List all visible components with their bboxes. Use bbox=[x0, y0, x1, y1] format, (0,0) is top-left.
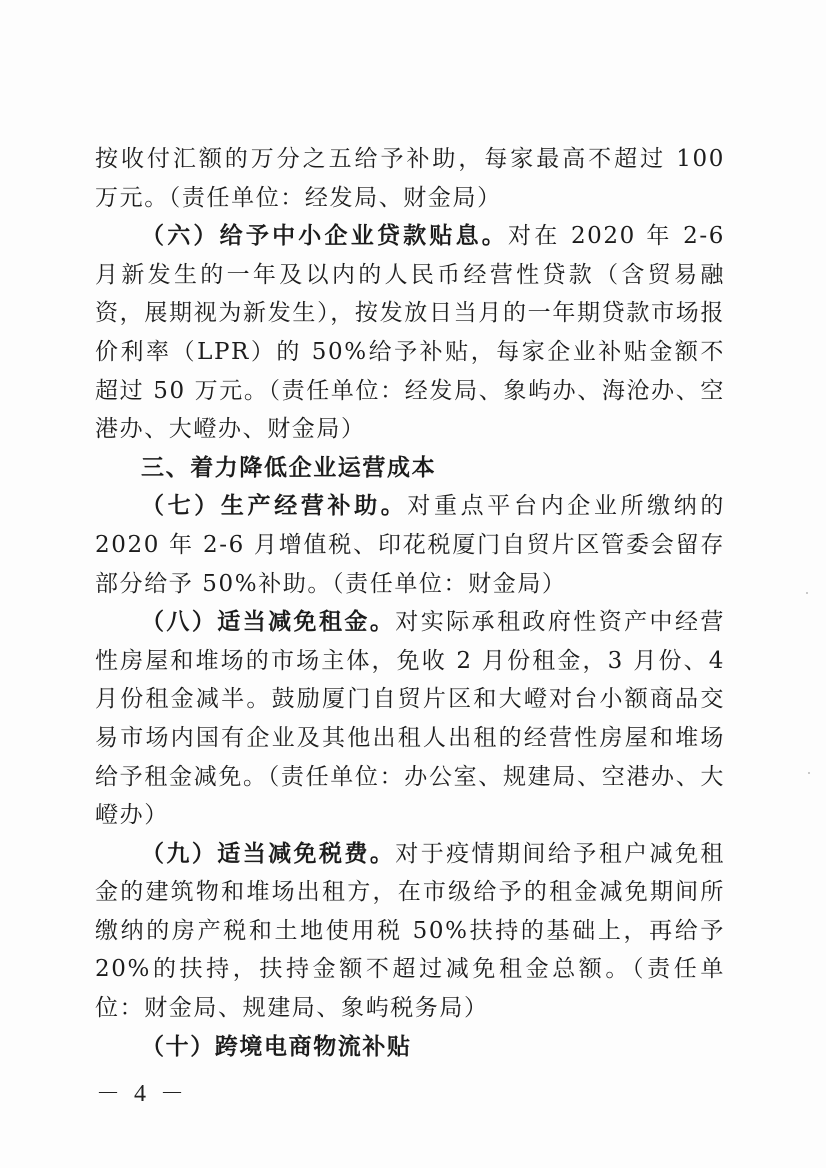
body-paragraph bbox=[95, 835, 725, 1028]
paragraph-text: 对实际承租政府性资产中经营性房屋和堆场的市场主体，免收 2 月份租金，3 月份、4 月份租金减半。鼓励厦门自贸片区和大嶝对台小额商品交易市场内国有企业及其他出租人出租的经营性房屋和堆场给予租金减免。（责任单位：办公室、规建局、空港办、大嶝办） bbox=[95, 609, 726, 829]
item-title: （七）生产经营补助。 bbox=[141, 492, 408, 520]
paragraph-text: 对重点平台内企业所缴纳的 2020 年 2-6 月增值税、印花税厦门自贸片区管委会留存部分给予 50%补助。（责任单位：财金局） bbox=[95, 493, 726, 597]
page-number: － 4 － bbox=[96, 1081, 188, 1107]
section-heading-text: 三、着力降低企业运营成本 bbox=[141, 454, 437, 481]
item-title: （十）跨境电商物流补贴 bbox=[141, 1032, 412, 1060]
body-paragraph bbox=[95, 1028, 725, 1067]
scan-speck bbox=[806, 592, 808, 594]
paragraph-text: 对于疫情期间给予租户减免租金的建筑物和堆场出租方，在市级给予的租金减免期间所缴纳的房产税和土地使用税 50%扶持的基础上，再给予 20%的扶持，扶持金额不超过减免租金总额。（责任单位：财金局、规建局、象屿税务局） bbox=[95, 840, 726, 1022]
document-body bbox=[95, 140, 725, 1066]
body-paragraph bbox=[95, 603, 725, 835]
item-title: （六）给予中小企业贷款贴息。 bbox=[141, 222, 508, 250]
body-paragraph bbox=[95, 217, 725, 449]
body-paragraph bbox=[95, 487, 725, 603]
section-heading bbox=[95, 449, 725, 488]
item-title: （八）适当减免租金。 bbox=[141, 608, 396, 636]
body-paragraph bbox=[95, 140, 725, 217]
paragraph-text: 对在 2020 年 2-6 月新发生的一年及以内的人民币经营性贷款（含贸易融资，展期视为新发生），按发放日当月的一年期贷款市场报价利率（LPR）的 50%给予补贴，每家企业补贴金额不超过 50 万元。（责任单位：经发局、象屿办、海沧办、空港办、大嶝办、财金局） bbox=[95, 223, 725, 443]
item-title: （九）适当减免税费。 bbox=[141, 839, 396, 867]
paragraph-text: 按收付汇额的万分之五给予补助，每家最高不超过 100 万元。（责任单位：经发局、财金局） bbox=[95, 146, 725, 211]
scan-speck bbox=[808, 772, 810, 774]
